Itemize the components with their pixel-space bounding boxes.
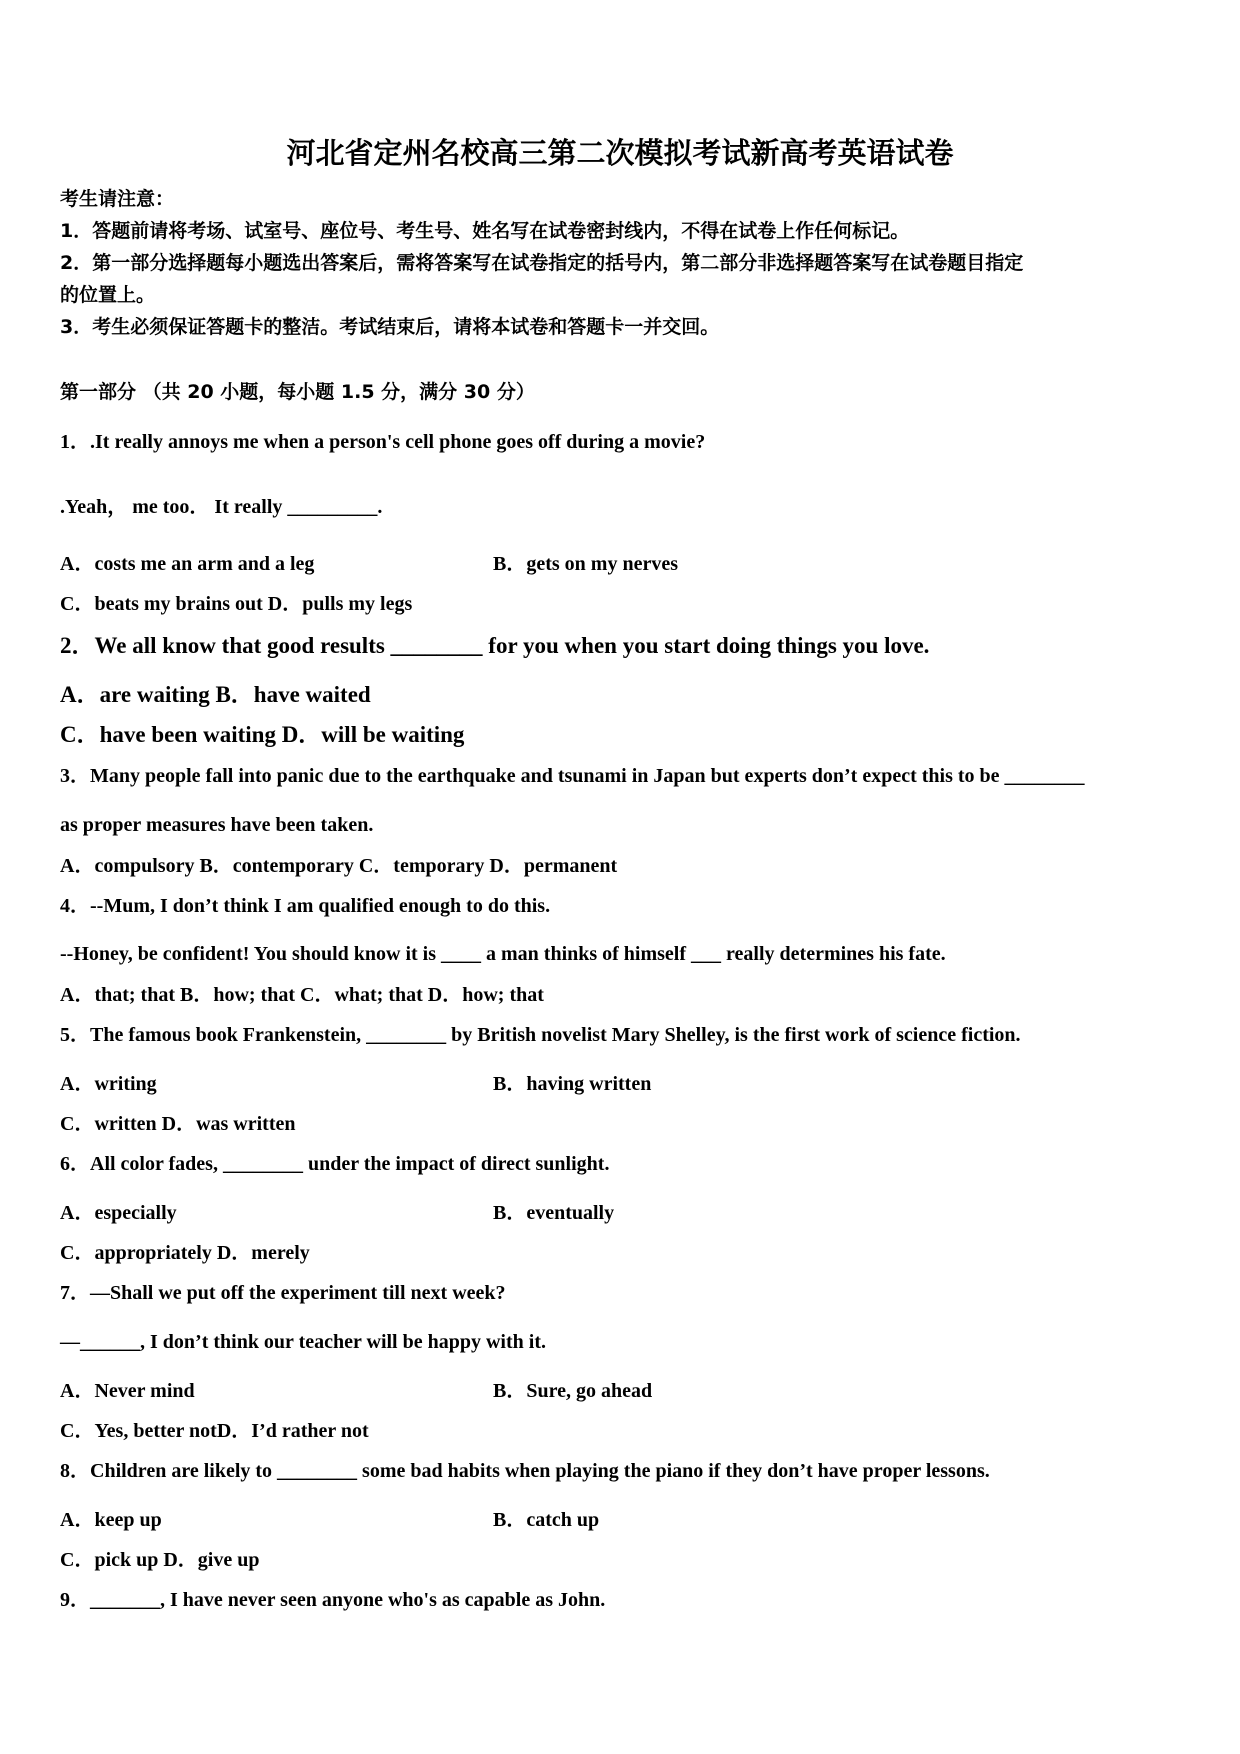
notice-item: 2．第一部分选择题每小题选出答案后，需将答案写在试卷指定的括号内，第二部分非选择题答案写在试卷题目指定 — [60, 252, 1024, 274]
question-2-options-ab: A．are waiting B．have waited — [60, 682, 371, 707]
question-7-stem: 7．—Shall we put off the experiment till next week? — [60, 1282, 506, 1304]
question-5-stem: 5．The famous book Frankenstein, ________ by British novelist Mary Shelley, is the first work of science fiction. — [60, 1024, 1021, 1046]
question-3-stem-cont: as proper measures have been taken. — [60, 814, 374, 836]
question-8-options-cd: C．pick up D．give up — [60, 1549, 260, 1571]
question-8-option-a: A．keep up — [60, 1509, 162, 1531]
question-2-stem: 2．We all know that good results ________ for you when you start doing things you love. — [60, 633, 930, 658]
question-6-option-b: B．eventually — [493, 1202, 615, 1224]
question-1-stem: 1．.It really annoys me when a person's cell phone goes off during a movie? — [60, 431, 706, 453]
question-1-options-cd: C．beats my brains out D．pulls my legs — [60, 593, 413, 615]
page-title: 河北省定州名校高三第二次模拟考试新高考英语试卷 — [286, 136, 954, 170]
question-4-options: A．that; that B．how; that C．what; that D．how; that — [60, 984, 544, 1006]
question-1-stem-reply: .Yeah， me too． It really _________. — [60, 496, 383, 518]
question-3-options: A．compulsory B．contemporary C．temporary D．permanent — [60, 855, 618, 877]
question-1-option-a: A．costs me an arm and a leg — [60, 553, 315, 575]
question-7-options-cd: C．Yes, better notD．I’d rather not — [60, 1420, 369, 1442]
question-8-stem: 8．Children are likely to ________ some bad habits when playing the piano if they don’t have proper lessons. — [60, 1460, 990, 1482]
question-8-option-b: B．catch up — [493, 1509, 600, 1531]
question-6-stem: 6．All color fades, ________ under the impact of direct sunlight. — [60, 1153, 610, 1175]
question-4-stem-reply: --Honey, be confident! You should know it is ____ a man thinks of himself ___ really determines his fate. — [60, 943, 946, 965]
section-heading: 第一部分 （共 20 小题，每小题 1.5 分，满分 30 分） — [60, 381, 535, 403]
question-7-option-a: A．Never mind — [60, 1380, 195, 1402]
question-2-options-cd: C．have been waiting D．will be waiting — [60, 722, 465, 747]
notice-item: 的位置上。 — [60, 284, 156, 306]
notice-item: 3．考生必须保证答题卡的整洁。考试结束后，请将本试卷和答题卡一并交回。 — [60, 316, 720, 338]
question-4-stem: 4．--Mum, I don’t think I am qualified enough to do this. — [60, 895, 551, 917]
question-7-stem-reply: —______, I don’t think our teacher will be happy with it. — [60, 1331, 546, 1353]
question-3-stem: 3．Many people fall into panic due to the earthquake and tsunami in Japan but experts don’t expect this to be ________ — [60, 765, 1085, 787]
question-1-option-b: B．gets on my nerves — [493, 553, 678, 575]
question-7-option-b: B．Sure, go ahead — [493, 1380, 653, 1402]
question-9-stem: 9．_______, I have never seen anyone who's as capable as John. — [60, 1589, 606, 1611]
notice-item: 1．答题前请将考场、试室号、座位号、考生号、姓名写在试卷密封线内，不得在试卷上作任何标记。 — [60, 220, 910, 242]
question-5-option-b: B．having written — [493, 1073, 652, 1095]
question-6-option-a: A．especially — [60, 1202, 177, 1224]
question-6-options-cd: C．appropriately D．merely — [60, 1242, 310, 1264]
question-5-options-cd: C．written D．was written — [60, 1113, 296, 1135]
question-5-option-a: A．writing — [60, 1073, 157, 1095]
notice-heading: 考生请注意： — [60, 188, 175, 210]
